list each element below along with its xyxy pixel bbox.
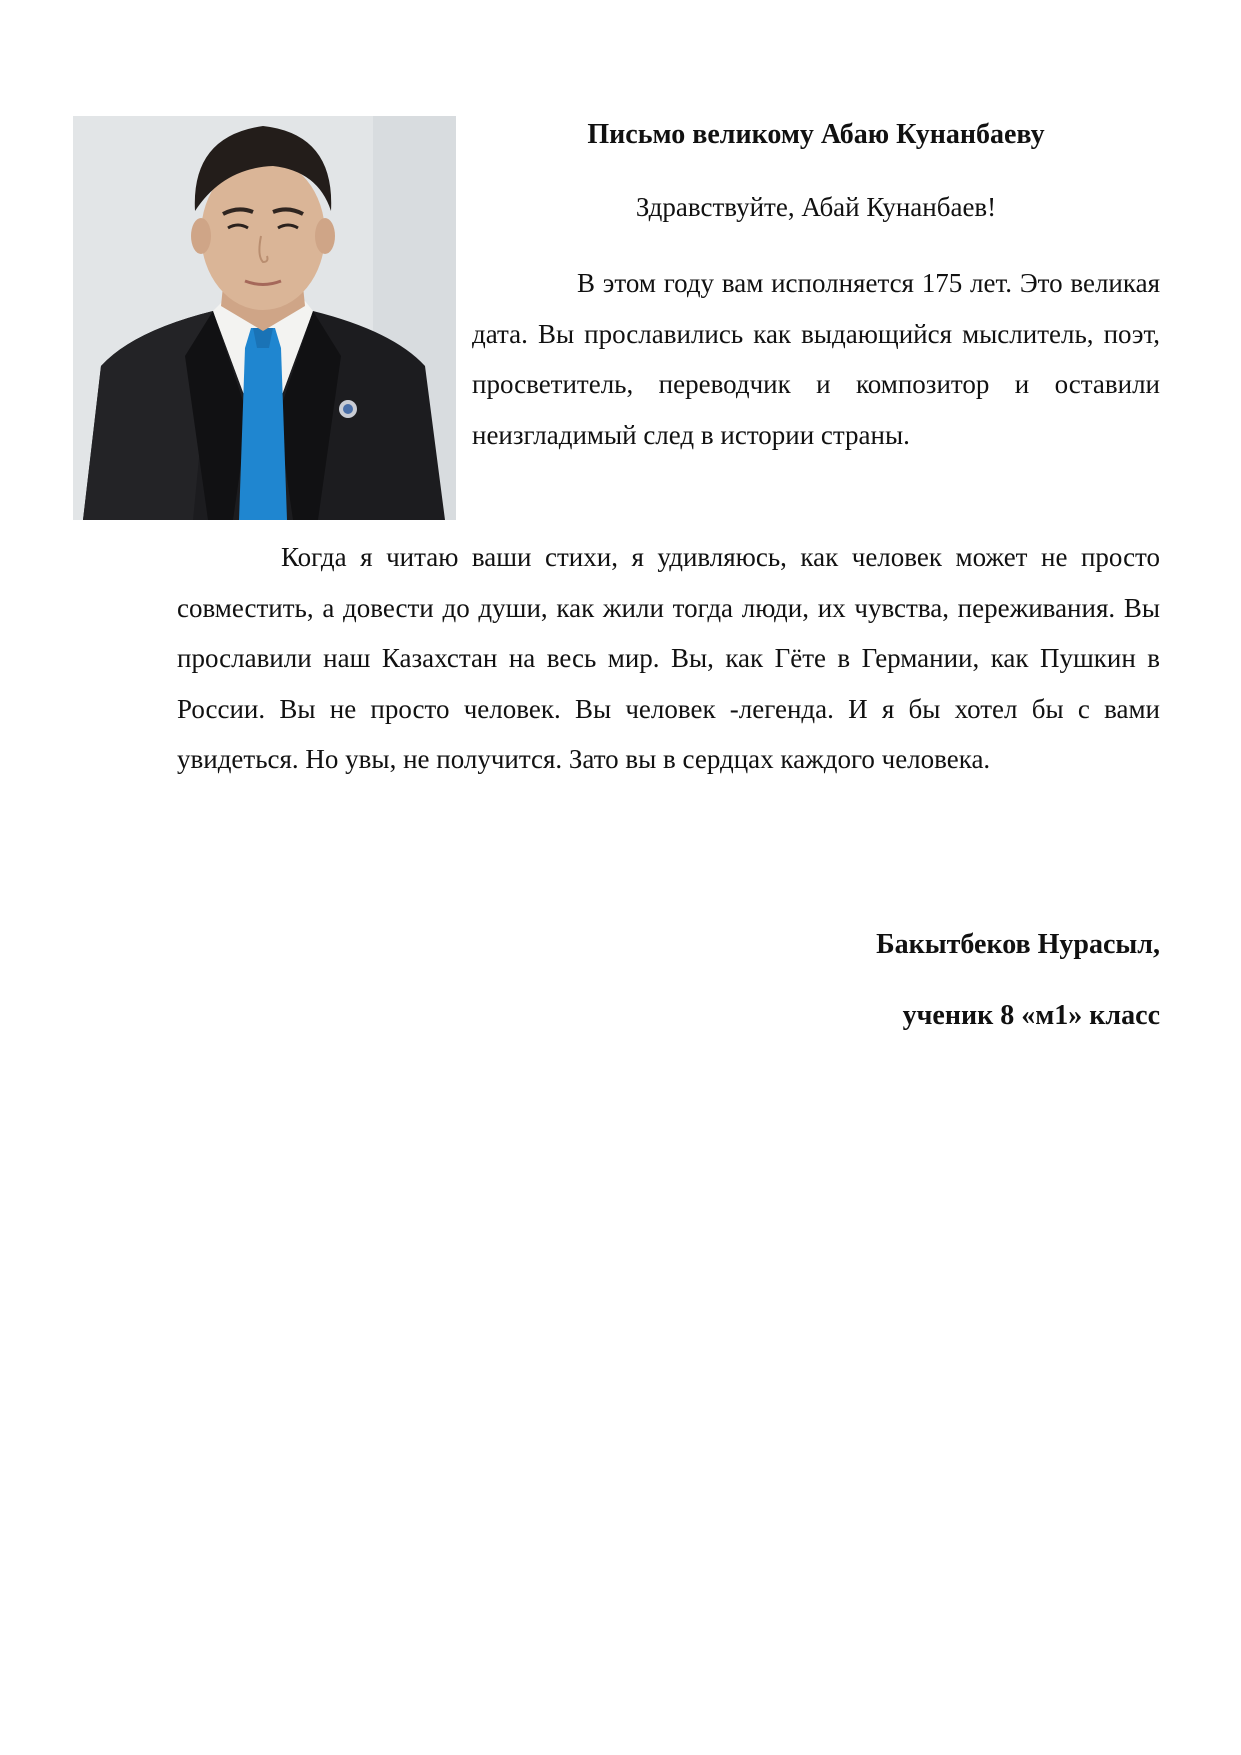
letter-title: Письмо великому Абаю Кунанбаеву <box>587 119 1045 150</box>
author-class: ученик 8 «м1» класс <box>902 1000 1160 1031</box>
student-portrait-image <box>73 116 456 520</box>
letter-paragraph: В этом году вам исполняется 175 лет. Это великая дата. Вы прославились как выдающийся мыслитель, поэт, просветитель, переводчик и композитор и оставили неизгладимый след в истории страны. <box>472 268 1160 450</box>
letter-greeting: Здравствуйте, Абай Кунанбаев! <box>635 192 997 222</box>
letter-paragraph: Когда я читаю ваши стихи, я удивляюсь, как человек может не просто совместить, а довести до души, как жили тогда люди, их чувства, переживания. Вы прославили наш Казахстан на весь мир. Вы, как Гёте в Германии, как Пушкин в России. Вы не просто человек. Вы человек -легенда. И я бы хотел бы с вами увидеться. Но увы, не получится. Зато вы в сердцах каждого человека. <box>177 542 1160 774</box>
author-name: Бакытбеков Нурасыл, <box>876 929 1160 960</box>
student-photo <box>73 116 456 520</box>
